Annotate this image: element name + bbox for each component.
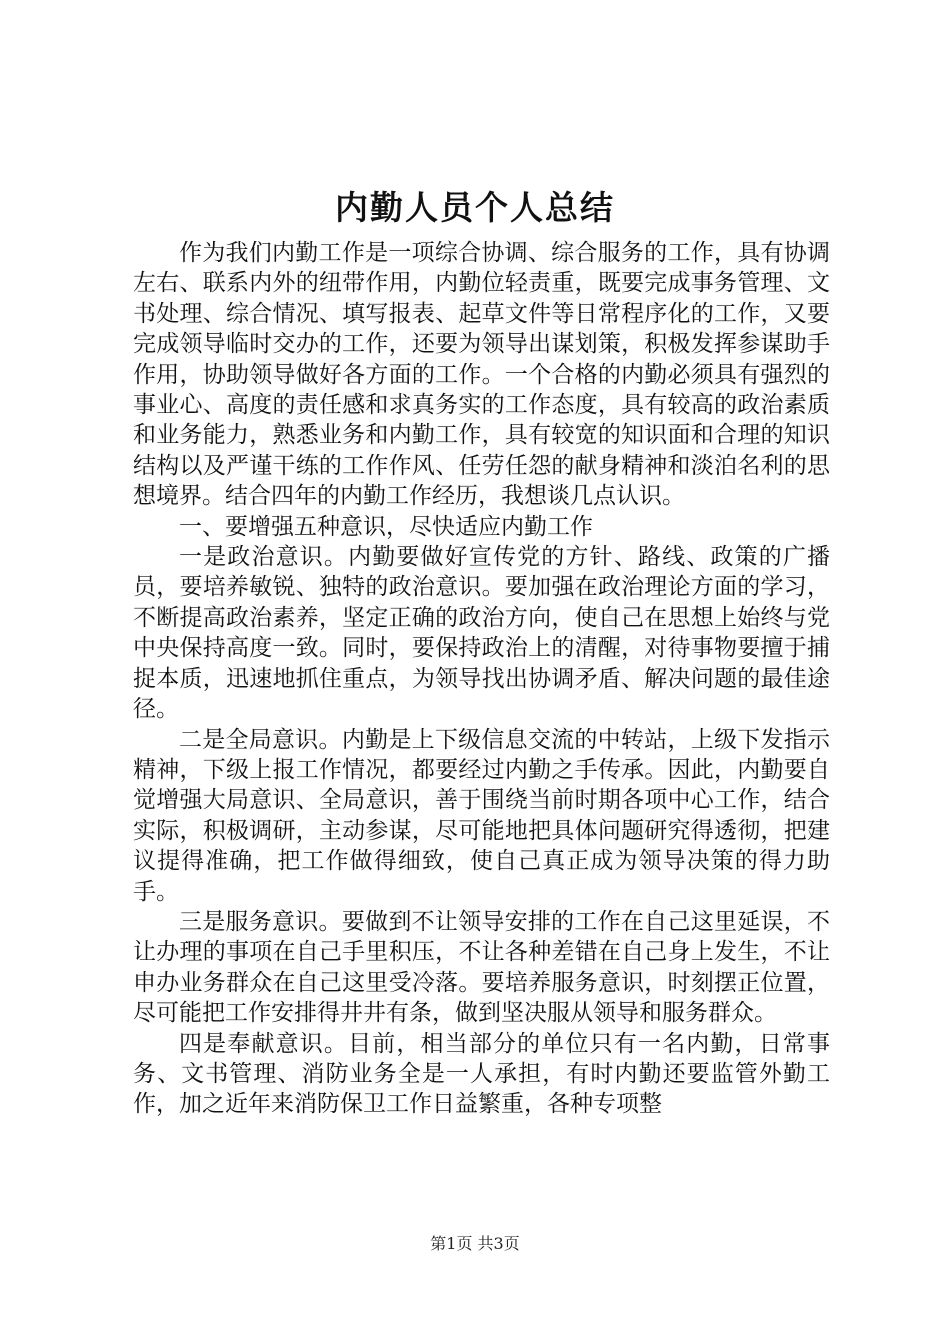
- section-heading: 一、要增强五种意识，尽快适应内勤工作: [179, 513, 593, 540]
- paragraph-dedication-awareness: 四是奉献意识。目前，相当部分的单位只有一名内勤，日常事务、文书管理、消防业务全是一人承担，有时内勤还要监管外勤工作，加之近年来消防保卫工作日益繁重，各种专项整: [133, 1030, 830, 1118]
- paragraph-service-awareness: 三是服务意识。要做到不让领导安排的工作在自己这里延误，不让办理的事项在自己手里积压，不让各种差错在自己身上发生，不让申办业务群众在自己这里受冷落。要培养服务意识，时刻摆正位置，尽可能把工作安排得井井有条，做到坚决服从领导和服务群众。: [133, 908, 830, 1027]
- document-body: [133, 238, 830, 1120]
- paragraph-intro: 作为我们内勤工作是一项综合协调、综合服务的工作，具有协调左右、联系内外的纽带作用，内勤位轻责重，既要完成事务管理、文书处理、综合情况、填写报表、起草文件等日常程序化的工作，又要完成领导临时交办的工作，还要为领导出谋划策，积极发挥参谋助手作用，协助领导做好各方面的工作。一个合格的内勤必须具有强烈的事业心、高度的责任感和求真务实的工作态度，具有较高的政治素质和业务能力，熟悉业务和内勤工作，具有较宽的知识面和合理的知识结构以及严谨干练的工作作风、任劳任怨的献身精神和淡泊名利的思想境界。结合四年的内勤工作经历，我想谈几点认识。: [133, 240, 830, 510]
- paragraph-political-awareness: 一是政治意识。内勤要做好宣传党的方针、路线、政策的广播员，要培养敏锐、独特的政治意识。要加强在政治理论方面的学习，不断提高政治素养，坚定正确的政治方向，使自己在思想上始终与党中央保持高度一致。同时，要保持政治上的清醒，对待事物要擅于捕捉本质，迅速地抓住重点，为领导找出协调矛盾、解决问题的最佳途径。: [133, 544, 830, 723]
- page-number-footer: 第1页 共3页: [430, 1234, 520, 1253]
- document-title: 内勤人员个人总结: [335, 188, 615, 227]
- paragraph-overall-awareness: 二是全局意识。内勤是上下级信息交流的中转站，上级下发指示精神，下级上报工作情况，都要经过内勤之手传承。因此，内勤要自觉增强大局意识、全局意识，善于围绕当前时期各项中心工作，结合实际，积极调研，主动参谋，尽可能地把具体问题研究得透彻，把建议提得准确，把工作做得细致，使自己真正成为领导决策的得力助手。: [133, 726, 830, 905]
